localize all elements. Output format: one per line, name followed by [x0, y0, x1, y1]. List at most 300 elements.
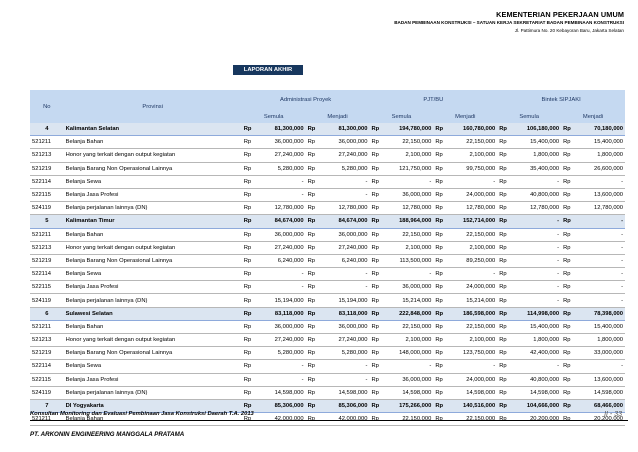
footer-company: PT. ARKONIN ENGINEERING MANGGALA PRATAMA — [30, 431, 185, 438]
agency-name: BADAN PEMBINAAN KONSTRUKSI – SATUAN KERJA SEKRETARIAT BADAN PEMBINAAN KONSTRUKSI — [394, 20, 624, 25]
row-code: 521213 — [30, 334, 64, 347]
amount-value: 27,240,000 — [320, 149, 369, 162]
row-name: Belanja Jasa Profesi — [64, 188, 242, 201]
currency-label: Rp — [433, 162, 448, 175]
amount-value: 14,598,000 — [256, 386, 305, 399]
amount-value: 12,780,000 — [512, 202, 561, 215]
currency-label: Rp — [306, 123, 321, 136]
amount-value: - — [320, 268, 369, 281]
amount-value: 27,240,000 — [256, 241, 305, 254]
row-name: Honor yang terkait dengan output kegiatan — [64, 149, 242, 162]
amount-value: 5,280,000 — [256, 347, 305, 360]
currency-label: Rp — [561, 188, 576, 201]
row-name: Belanja Sewa — [64, 360, 242, 373]
amount-value: 24,000,000 — [448, 188, 497, 201]
amount-value: 84,674,000 — [320, 215, 369, 228]
currency-label: Rp — [306, 202, 321, 215]
currency-label: Rp — [242, 347, 257, 360]
amount-value: 194,780,000 — [384, 123, 433, 136]
table-row — [30, 360, 625, 373]
row-code: 522115 — [30, 281, 64, 294]
amount-value: - — [576, 360, 625, 373]
amount-value: 2,100,000 — [384, 241, 433, 254]
row-name: Sulawesi Selatan — [64, 307, 242, 320]
row-code: 521211 — [30, 136, 64, 149]
amount-value: - — [512, 254, 561, 267]
group-bintek-sipjaki: Bintek SIPJAKI — [497, 90, 625, 110]
amount-value: 5,280,000 — [256, 162, 305, 175]
currency-label: Rp — [433, 215, 448, 228]
amount-value: 35,400,000 — [512, 162, 561, 175]
amount-value: 40,800,000 — [512, 373, 561, 386]
currency-label: Rp — [306, 162, 321, 175]
table-row — [30, 268, 625, 281]
row-code: 522114 — [30, 175, 64, 188]
amount-value: - — [576, 281, 625, 294]
amount-value: 140,516,000 — [448, 399, 497, 412]
amount-value: 2,100,000 — [448, 149, 497, 162]
amount-value: - — [576, 254, 625, 267]
row-name: Belanja Jasa Profesi — [64, 373, 242, 386]
amount-value: 14,598,000 — [576, 386, 625, 399]
currency-label: Rp — [242, 202, 257, 215]
currency-label: Rp — [561, 281, 576, 294]
row-code: 521211 — [30, 228, 64, 241]
currency-label: Rp — [306, 307, 321, 320]
amount-value: 83,118,000 — [320, 307, 369, 320]
amount-value: 15,214,000 — [384, 294, 433, 307]
currency-label: Rp — [369, 360, 384, 373]
amount-value: 27,240,000 — [256, 334, 305, 347]
footer-divider — [30, 420, 628, 421]
amount-value: 14,598,000 — [512, 386, 561, 399]
currency-label: Rp — [561, 228, 576, 241]
amount-value: 27,240,000 — [320, 241, 369, 254]
row-code: 521219 — [30, 347, 64, 360]
amount-value: 68,466,000 — [576, 399, 625, 412]
province-row — [30, 307, 625, 320]
currency-label: Rp — [242, 228, 257, 241]
currency-label: Rp — [306, 215, 321, 228]
amount-value: - — [576, 241, 625, 254]
amount-value: - — [512, 175, 561, 188]
currency-label: Rp — [242, 162, 257, 175]
table-row — [30, 334, 625, 347]
amount-value: - — [512, 268, 561, 281]
row-code: 524119 — [30, 202, 64, 215]
currency-label: Rp — [561, 307, 576, 320]
currency-label: Rp — [561, 202, 576, 215]
amount-value: 36,000,000 — [384, 281, 433, 294]
amount-value: 36,000,000 — [384, 188, 433, 201]
currency-label: Rp — [242, 281, 257, 294]
row-name: Honor yang terkait dengan output kegiatan — [64, 334, 242, 347]
amount-value: 2,100,000 — [448, 241, 497, 254]
ministry-name: KEMENTERIAN PEKERJAAN UMUM — [496, 10, 624, 19]
row-code: 524119 — [30, 386, 64, 399]
amount-value: 22,150,000 — [448, 228, 497, 241]
amount-value: 2,100,000 — [448, 334, 497, 347]
amount-value: 36,000,000 — [256, 136, 305, 149]
currency-label: Rp — [369, 175, 384, 188]
row-name: Belanja perjalanan lainnya (DN) — [64, 294, 242, 307]
row-code: 521213 — [30, 241, 64, 254]
amount-value: 1,800,000 — [512, 149, 561, 162]
amount-value: 24,000,000 — [448, 373, 497, 386]
currency-label: Rp — [433, 360, 448, 373]
amount-value: - — [256, 188, 305, 201]
amount-value: - — [320, 360, 369, 373]
currency-label: Rp — [497, 162, 512, 175]
currency-label: Rp — [561, 136, 576, 149]
amount-value: - — [448, 268, 497, 281]
currency-label: Rp — [561, 162, 576, 175]
currency-label: Rp — [369, 149, 384, 162]
currency-label: Rp — [497, 215, 512, 228]
currency-label: Rp — [433, 241, 448, 254]
currency-label: Rp — [306, 294, 321, 307]
amount-value: - — [576, 228, 625, 241]
currency-label: Rp — [433, 175, 448, 188]
table-row — [30, 202, 625, 215]
amount-value: 1,800,000 — [576, 334, 625, 347]
currency-label: Rp — [497, 241, 512, 254]
amount-value: 5,280,000 — [320, 347, 369, 360]
sub-menjadi: Menjadi — [433, 110, 497, 123]
currency-label: Rp — [497, 254, 512, 267]
table-row — [30, 386, 625, 399]
currency-label: Rp — [561, 373, 576, 386]
table-row — [30, 320, 625, 333]
amount-value: 160,780,000 — [448, 123, 497, 136]
row-code: 522114 — [30, 268, 64, 281]
row-name: Kalimantan Selatan — [64, 123, 242, 136]
amount-value: - — [448, 360, 497, 373]
agency-address: Jl. Pattimura No. 20 Kebayoran Baru, Jakarta Selatan — [514, 28, 624, 33]
amount-value: - — [512, 294, 561, 307]
currency-label: Rp — [242, 123, 257, 136]
amount-value: - — [256, 281, 305, 294]
amount-value: - — [448, 175, 497, 188]
amount-value: 148,000,000 — [384, 347, 433, 360]
currency-label: Rp — [497, 307, 512, 320]
table-row — [30, 294, 625, 307]
currency-label: Rp — [497, 334, 512, 347]
amount-value: 12,780,000 — [256, 202, 305, 215]
table-row — [30, 347, 625, 360]
table-row — [30, 228, 625, 241]
amount-value: 15,400,000 — [576, 320, 625, 333]
footer-project: Konsultan Monitoring dan Evaluasi Pembinaan Jasa Konstruksi Daerah T.A. 2013 — [30, 411, 254, 417]
sub-menjadi: Menjadi — [306, 110, 370, 123]
currency-label: Rp — [497, 347, 512, 360]
amount-value: 42,400,000 — [512, 347, 561, 360]
row-code: 522114 — [30, 360, 64, 373]
amount-value: 15,194,000 — [256, 294, 305, 307]
currency-label: Rp — [497, 188, 512, 201]
table-row — [30, 373, 625, 386]
amount-value: 24,000,000 — [448, 281, 497, 294]
currency-label: Rp — [242, 188, 257, 201]
currency-label: Rp — [306, 347, 321, 360]
row-name: Belanja Barang Non Operasional Lainnya — [64, 162, 242, 175]
table-row — [30, 175, 625, 188]
currency-label: Rp — [242, 334, 257, 347]
currency-label: Rp — [369, 202, 384, 215]
currency-label: Rp — [369, 241, 384, 254]
amount-value: 22,150,000 — [384, 136, 433, 149]
currency-label: Rp — [561, 215, 576, 228]
amount-value: 81,300,000 — [256, 123, 305, 136]
currency-label: Rp — [561, 241, 576, 254]
amount-value: 27,240,000 — [320, 334, 369, 347]
province-row — [30, 215, 625, 228]
amount-value: 85,306,000 — [320, 399, 369, 412]
amount-value: 22,150,000 — [384, 320, 433, 333]
amount-value: - — [576, 268, 625, 281]
amount-value: 36,000,000 — [320, 136, 369, 149]
amount-value: 12,780,000 — [320, 202, 369, 215]
currency-label: Rp — [242, 268, 257, 281]
row-code: 524119 — [30, 294, 64, 307]
amount-value: 26,600,000 — [576, 162, 625, 175]
currency-label: Rp — [561, 360, 576, 373]
currency-label: Rp — [497, 268, 512, 281]
currency-label: Rp — [561, 334, 576, 347]
amount-value: - — [512, 281, 561, 294]
currency-label: Rp — [306, 281, 321, 294]
amount-value: 14,598,000 — [448, 386, 497, 399]
currency-label: Rp — [561, 254, 576, 267]
amount-value: - — [384, 360, 433, 373]
table-row — [30, 241, 625, 254]
currency-label: Rp — [433, 188, 448, 201]
row-name: Kalimantan Timur — [64, 215, 242, 228]
sub-semula: Semula — [242, 110, 306, 123]
row-name: Belanja Jasa Profesi — [64, 281, 242, 294]
amount-value: 106,180,000 — [512, 123, 561, 136]
amount-value: 6,240,000 — [320, 254, 369, 267]
currency-label: Rp — [497, 360, 512, 373]
amount-value: 12,780,000 — [576, 202, 625, 215]
currency-label: Rp — [369, 281, 384, 294]
amount-value: - — [512, 241, 561, 254]
row-code: 6 — [30, 307, 64, 320]
amount-value: 15,400,000 — [512, 320, 561, 333]
sub-menjadi: Menjadi — [561, 110, 625, 123]
amount-value: - — [320, 175, 369, 188]
currency-label: Rp — [306, 268, 321, 281]
amount-value: 84,674,000 — [256, 215, 305, 228]
row-name: Belanja perjalanan lainnya (DN) — [64, 202, 242, 215]
amount-value: 1,800,000 — [576, 149, 625, 162]
amount-value: 22,150,000 — [448, 320, 497, 333]
currency-label: Rp — [242, 254, 257, 267]
sub-semula: Semula — [369, 110, 433, 123]
amount-value: 222,848,000 — [384, 307, 433, 320]
row-name: Belanja Sewa — [64, 268, 242, 281]
currency-label: Rp — [306, 399, 321, 412]
currency-label: Rp — [433, 123, 448, 136]
province-row — [30, 123, 625, 136]
column-no: No — [30, 90, 64, 123]
currency-label: Rp — [433, 136, 448, 149]
currency-label: Rp — [369, 188, 384, 201]
amount-value: - — [256, 360, 305, 373]
currency-label: Rp — [433, 373, 448, 386]
currency-label: Rp — [561, 399, 576, 412]
currency-label: Rp — [497, 136, 512, 149]
row-name: Belanja Barang Non Operasional Lainnya — [64, 254, 242, 267]
row-code: 522115 — [30, 188, 64, 201]
row-code: 5 — [30, 215, 64, 228]
table-row — [30, 281, 625, 294]
row-name: Belanja Barang Non Operasional Lainnya — [64, 347, 242, 360]
row-name: Honor yang terkait dengan output kegiatan — [64, 241, 242, 254]
currency-label: Rp — [242, 373, 257, 386]
currency-label: Rp — [497, 386, 512, 399]
currency-label: Rp — [433, 307, 448, 320]
currency-label: Rp — [433, 268, 448, 281]
row-code: 4 — [30, 123, 64, 136]
amount-value: 2,100,000 — [384, 334, 433, 347]
amount-value: 22,150,000 — [384, 228, 433, 241]
amount-value: - — [512, 360, 561, 373]
currency-label: Rp — [306, 175, 321, 188]
row-code: 521219 — [30, 162, 64, 175]
currency-label: Rp — [242, 294, 257, 307]
amount-value: 13,600,000 — [576, 373, 625, 386]
currency-label: Rp — [433, 254, 448, 267]
currency-label: Rp — [433, 334, 448, 347]
amount-value: 85,306,000 — [256, 399, 305, 412]
currency-label: Rp — [433, 149, 448, 162]
currency-label: Rp — [561, 175, 576, 188]
group-pjt-bu: PJT/BU — [369, 90, 497, 110]
currency-label: Rp — [369, 254, 384, 267]
currency-label: Rp — [242, 399, 257, 412]
amount-value: 89,250,000 — [448, 254, 497, 267]
amount-value: - — [576, 215, 625, 228]
amount-value: 12,780,000 — [384, 202, 433, 215]
currency-label: Rp — [242, 386, 257, 399]
currency-label: Rp — [561, 294, 576, 307]
amount-value: 83,118,000 — [256, 307, 305, 320]
row-code: 521219 — [30, 254, 64, 267]
currency-label: Rp — [433, 386, 448, 399]
amount-value: - — [256, 373, 305, 386]
amount-value: 121,750,000 — [384, 162, 433, 175]
currency-label: Rp — [369, 347, 384, 360]
page-number: II - 33 — [604, 411, 622, 418]
amount-value: 78,398,000 — [576, 307, 625, 320]
table-row — [30, 188, 625, 201]
currency-label: Rp — [497, 202, 512, 215]
amount-value: - — [384, 268, 433, 281]
amount-value: - — [320, 188, 369, 201]
amount-value: - — [512, 215, 561, 228]
currency-label: Rp — [497, 123, 512, 136]
currency-label: Rp — [433, 281, 448, 294]
table-row — [30, 254, 625, 267]
table-body — [30, 123, 625, 426]
currency-label: Rp — [242, 149, 257, 162]
amount-value: 113,500,000 — [384, 254, 433, 267]
table-row — [30, 162, 625, 175]
amount-value: 15,214,000 — [448, 294, 497, 307]
currency-label: Rp — [369, 399, 384, 412]
currency-label: Rp — [433, 228, 448, 241]
currency-label: Rp — [369, 386, 384, 399]
amount-value: 114,998,000 — [512, 307, 561, 320]
amount-value: 104,666,000 — [512, 399, 561, 412]
currency-label: Rp — [433, 320, 448, 333]
row-code: 521213 — [30, 149, 64, 162]
currency-label: Rp — [497, 294, 512, 307]
currency-label: Rp — [497, 149, 512, 162]
currency-label: Rp — [369, 215, 384, 228]
currency-label: Rp — [433, 347, 448, 360]
currency-label: Rp — [242, 360, 257, 373]
amount-value: 99,750,000 — [448, 162, 497, 175]
amount-value: 14,598,000 — [320, 386, 369, 399]
amount-value: - — [256, 268, 305, 281]
currency-label: Rp — [497, 228, 512, 241]
amount-value: 36,000,000 — [256, 320, 305, 333]
row-name: DI Yogyakarta — [64, 399, 242, 412]
currency-label: Rp — [306, 241, 321, 254]
currency-label: Rp — [306, 149, 321, 162]
currency-label: Rp — [242, 136, 257, 149]
currency-label: Rp — [369, 136, 384, 149]
amount-value: 27,240,000 — [256, 149, 305, 162]
row-code: 522115 — [30, 373, 64, 386]
amount-value: 36,000,000 — [384, 373, 433, 386]
currency-label: Rp — [242, 175, 257, 188]
amount-value: 15,400,000 — [512, 136, 561, 149]
currency-label: Rp — [497, 175, 512, 188]
amount-value: 36,000,000 — [320, 320, 369, 333]
currency-label: Rp — [369, 123, 384, 136]
amount-value: 36,000,000 — [256, 228, 305, 241]
amount-value: - — [512, 228, 561, 241]
currency-label: Rp — [561, 123, 576, 136]
amount-value: - — [256, 175, 305, 188]
amount-value: - — [320, 373, 369, 386]
amount-value: 40,800,000 — [512, 188, 561, 201]
amount-value: 2,100,000 — [384, 149, 433, 162]
currency-label: Rp — [561, 149, 576, 162]
row-code: 7 — [30, 399, 64, 412]
table-row — [30, 136, 625, 149]
row-code: 521211 — [30, 320, 64, 333]
budget-table — [30, 90, 625, 426]
currency-label: Rp — [369, 294, 384, 307]
currency-label: Rp — [369, 334, 384, 347]
amount-value: 186,598,000 — [448, 307, 497, 320]
currency-label: Rp — [561, 386, 576, 399]
currency-label: Rp — [497, 399, 512, 412]
amount-value: - — [576, 175, 625, 188]
column-provinsi: Provinsi — [64, 90, 242, 123]
currency-label: Rp — [242, 241, 257, 254]
currency-label: Rp — [369, 228, 384, 241]
amount-value: 12,780,000 — [448, 202, 497, 215]
currency-label: Rp — [242, 215, 257, 228]
amount-value: 5,280,000 — [320, 162, 369, 175]
table-header — [30, 90, 625, 123]
amount-value: 15,194,000 — [320, 294, 369, 307]
